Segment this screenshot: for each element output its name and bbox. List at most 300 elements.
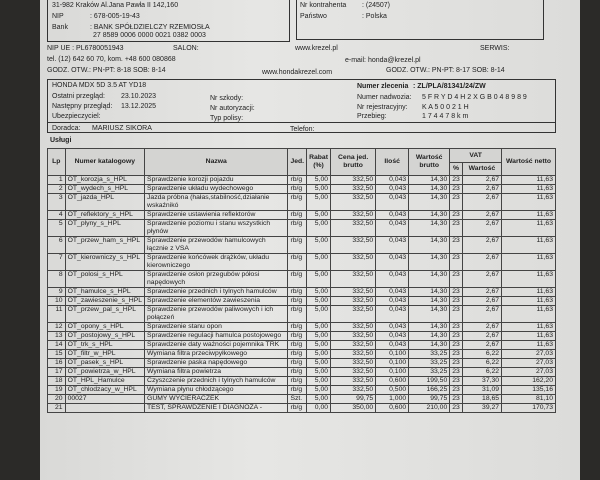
cell-name: Sprawdzenie przewodów hamulcowych łącznie z VSA [145,237,288,254]
cell-vat-percent: 23 [450,237,463,254]
cell-unit-price: 332,50 [331,323,376,332]
cell-unit: rb/g [288,211,307,220]
next-inspection: 13.12.2025 [121,103,157,110]
header-name: Nazwa [145,149,288,176]
cell-quantity: 1,000 [376,395,409,404]
table-row [48,194,556,211]
cell-unit-price: 332,50 [331,211,376,220]
cell-vat-percent: 23 [450,211,463,220]
cell-lp: 15 [48,350,66,359]
cell-name: Sprawdzenie paska napędowego [145,359,288,368]
cell-gross-value: 166,25 [409,386,450,395]
table-row [48,386,556,395]
table-row [48,395,556,404]
mileage-label: Przebieg: [357,113,387,120]
cell-lp: 4 [48,211,66,220]
cell-unit: rb/g [288,185,307,194]
cell-lp: 11 [48,306,66,323]
last-inspection: 23.10.2023 [121,93,157,100]
cell-quantity: 0,043 [376,332,409,341]
cell-gross-value: 14,30 [409,306,450,323]
cell-unit-price: 332,50 [331,350,376,359]
cell-vat-percent: 23 [450,176,463,185]
cell-net-value: 11,63 [502,237,556,254]
cell-lp: 20 [48,395,66,404]
email-link[interactable]: e-mail: honda@krezel.pl [345,57,421,64]
cell-discount: 5,00 [307,254,331,271]
cell-gross-value: 14,30 [409,254,450,271]
cell-net-value: 11,63 [502,254,556,271]
table-row [48,271,556,288]
cell-unit: rb/g [288,271,307,288]
cell-net-value: 162,20 [502,377,556,386]
cell-quantity: 0,600 [376,404,409,413]
cell-name: GUMY WYCIERACZEK [145,395,288,404]
serwis-label: SERWIS: [480,45,510,52]
cell-quantity: 0,500 [376,386,409,395]
cell-gross-value: 14,30 [409,237,450,254]
phone-label: Telefon: [290,126,315,133]
cell-discount: 5,00 [307,377,331,386]
cell-net-value: 11,63 [502,211,556,220]
cell-vat-value: 2,67 [462,194,501,211]
cell-discount: 5,00 [307,368,331,377]
services-title: Usługi [50,137,72,144]
cell-quantity: 0,100 [376,359,409,368]
cell-unit: rb/g [288,350,307,359]
cell-lp: 6 [48,237,66,254]
table-row [48,288,556,297]
cell-gross-value: 14,30 [409,220,450,237]
seller-account: 27 8589 0006 0000 0021 0382 0003 [93,32,206,39]
cell-net-value: 11,63 [502,306,556,323]
cell-lp: 17 [48,368,66,377]
cell-unit: rb/g [288,176,307,185]
cell-quantity: 0,600 [376,377,409,386]
cell-unit-price: 332,50 [331,306,376,323]
seller-bank-label: Bank [52,24,68,31]
cell-gross-value: 14,30 [409,332,450,341]
cell-discount: 5,00 [307,395,331,404]
cell-vat-value: 2,67 [462,237,501,254]
cell-unit-price: 99,75 [331,395,376,404]
order-label: Numer zlecenia [357,83,409,90]
cell-unit-price: 332,50 [331,297,376,306]
header-catalog: Numer katalogowy [65,149,144,176]
cell-unit-price: 332,50 [331,194,376,211]
cell-vat-percent: 23 [450,395,463,404]
table-row [48,377,556,386]
cell-name: Jazda próbna (hałas,stabilność,działanie wskaźnikó [145,194,288,211]
cell-gross-value: 14,30 [409,194,450,211]
cell-gross-value: 33,25 [409,359,450,368]
website-link[interactable]: www.krezel.pl [295,45,338,52]
cell-unit: rb/g [288,323,307,332]
cell-discount: 5,00 [307,341,331,350]
cell-discount: 5,00 [307,297,331,306]
cell-net-value: 11,63 [502,288,556,297]
cell-unit-price: 332,50 [331,271,376,288]
cell-unit: rb/g [288,288,307,297]
cell-net-value: 11,63 [502,297,556,306]
cell-unit: rb/g [288,368,307,377]
cell-vat-value: 2,67 [462,323,501,332]
order-number: : ZL/PLA/81341/24/ZW [413,83,486,90]
cell-quantity: 0,043 [376,194,409,211]
salon-label: SALON: [173,45,199,52]
cell-catalog-number: OT_reflektory_s_HPL [65,211,144,220]
divider [47,122,556,123]
cell-lp: 21 [48,404,66,413]
cell-name: Wymiana filtra przeciwpyłkowego [145,350,288,359]
cell-unit: rb/g [288,297,307,306]
cell-gross-value: 14,30 [409,211,450,220]
contractor-number: : (24507) [362,2,391,9]
cell-quantity: 0,043 [376,211,409,220]
cell-quantity: 0,100 [376,368,409,377]
cell-vat-value: 2,67 [462,220,501,237]
table-row [48,306,556,323]
cell-quantity: 0,043 [376,254,409,271]
policy-label: Typ polisy: [210,115,244,122]
invoice-document [40,0,580,480]
cell-vat-value: 2,67 [462,271,501,288]
seller-nip-label: NIP [52,13,64,20]
seller-nip: : 678-005-19-43 [90,13,140,20]
cell-net-value: 11,63 [502,220,556,237]
cell-lp: 19 [48,386,66,395]
cell-vat-value: 2,67 [462,297,501,306]
cell-lp: 5 [48,220,66,237]
contractor-label: Nr kontrahenta [300,2,347,9]
table-row [48,350,556,359]
cell-vat-percent: 23 [450,323,463,332]
cell-unit-price: 332,50 [331,185,376,194]
cell-catalog-number: OT_postojowy_s_HPL [65,332,144,341]
cell-vat-percent: 23 [450,271,463,288]
cell-discount: 5,00 [307,288,331,297]
cell-lp: 9 [48,288,66,297]
cell-net-value: 11,63 [502,332,556,341]
cell-catalog-number: OT_HPL_Hamulce [65,377,144,386]
cell-unit: rb/g [288,306,307,323]
cell-catalog-number: OT_polosi_s_HPL [65,271,144,288]
cell-unit: rb/g [288,254,307,271]
header-unit: Jed. [288,149,307,176]
cell-vat-percent: 23 [450,297,463,306]
cell-gross-value: 14,30 [409,176,450,185]
cell-discount: 5,00 [307,350,331,359]
cell-catalog-number: OT_plyny_s_HPL [65,220,144,237]
cell-net-value: 11,63 [502,194,556,211]
cell-name: Sprawdzenie przewodów paliwowych i ich połączeń [145,306,288,323]
cell-lp: 13 [48,332,66,341]
cell-quantity: 0,043 [376,237,409,254]
header-discount: Rabat (%) [307,149,331,176]
cell-discount: 5,00 [307,194,331,211]
cell-unit-price: 332,50 [331,368,376,377]
cell-lp: 2 [48,185,66,194]
cell-unit-price: 332,50 [331,359,376,368]
cell-net-value: 81,10 [502,395,556,404]
cell-discount: 5,00 [307,359,331,368]
cell-catalog-number: OT_przew_ham_s_HPL [65,237,144,254]
cell-gross-value: 99,75 [409,395,450,404]
mileage: 1 7 4 4 7 8 k m [422,113,469,120]
cell-vat-percent: 23 [450,404,463,413]
cell-unit-price: 350,00 [331,404,376,413]
header-qty: Ilość [376,149,409,176]
cell-vat-percent: 23 [450,220,463,237]
cell-unit-price: 332,50 [331,332,376,341]
cell-unit: rb/g [288,237,307,254]
table-row [48,297,556,306]
cell-vat-value: 39,27 [462,404,501,413]
cell-vat-value: 2,67 [462,288,501,297]
cell-lp: 16 [48,359,66,368]
cell-catalog-number: OT_opony_s_HPL [65,323,144,332]
cell-gross-value: 33,25 [409,350,450,359]
header-lp: Lp [48,149,66,176]
cell-unit: rb/g [288,194,307,211]
cell-catalog-number: 00027 [65,395,144,404]
cell-vat-percent: 23 [450,350,463,359]
header-vat-value: Wartość [462,163,501,176]
cell-vat-value: 2,67 [462,332,501,341]
cell-discount: 5,00 [307,332,331,341]
cell-vat-percent: 23 [450,185,463,194]
salon-hours: GODZ. OTW.: PN-PT: 8-18 SOB: 8-14 [47,67,166,74]
cell-name: Czyszczenie przednich i tylnych hamulców [145,377,288,386]
cell-vat-value: 2,67 [462,176,501,185]
cell-lp: 7 [48,254,66,271]
cell-gross-value: 199,50 [409,377,450,386]
cell-net-value: 27,03 [502,359,556,368]
cell-unit-price: 332,50 [331,237,376,254]
cell-discount: 5,00 [307,185,331,194]
cell-gross-value: 14,30 [409,341,450,350]
registration-label: Nr rejestracyjny: [357,104,408,111]
cell-net-value: 170,73 [502,404,556,413]
seller-bank: : BANK SPÓŁDZIELCZY RZEMIOSŁA [90,24,210,31]
cell-name: Wymiana filtra powietrza [145,368,288,377]
table-row [48,254,556,271]
last-inspection-label: Ostatni przegląd: [52,93,105,100]
cell-vat-percent: 23 [450,306,463,323]
cell-unit: rb/g [288,220,307,237]
cell-quantity: 0,043 [376,306,409,323]
cell-vat-percent: 23 [450,386,463,395]
cell-lp: 1 [48,176,66,185]
cell-unit-price: 332,50 [331,386,376,395]
cell-vat-percent: 23 [450,341,463,350]
cell-unit: rb/g [288,341,307,350]
cell-name: Sprawdzenie poziomu i stanu wszystkich płynów [145,220,288,237]
cell-vat-value: 2,67 [462,254,501,271]
cell-vat-value: 2,67 [462,306,501,323]
cell-unit-price: 332,50 [331,377,376,386]
country: : Polska [362,13,387,20]
cell-catalog-number: OT_filtr_w_HPL [65,350,144,359]
cell-discount: 5,00 [307,220,331,237]
cell-unit-price: 332,50 [331,341,376,350]
next-inspection-label: Następny przegląd: [52,103,113,110]
cell-vat-percent: 23 [450,254,463,271]
advisor-label: Doradca: [52,125,81,132]
cell-unit: rb/g [288,386,307,395]
cell-net-value: 27,03 [502,368,556,377]
cell-name: Sprawdzenie końcówek drążków, układu kierowniczego [145,254,288,271]
cell-quantity: 0,043 [376,288,409,297]
cell-quantity: 0,043 [376,176,409,185]
cell-vat-percent: 23 [450,332,463,341]
table-row [48,176,556,185]
cell-net-value: 27,03 [502,350,556,359]
header-gross: Wartość brutto [409,149,450,176]
cell-name: TEST, SPRAWDZENIE I DIAGNOZA - [145,404,288,413]
cell-vat-percent: 23 [450,194,463,211]
cell-lp: 10 [48,297,66,306]
service-hours: GODZ. OTW.: PN-PT: 8-17 SOB: 8-14 [386,67,505,74]
table-row [48,404,556,413]
cell-unit-price: 332,50 [331,176,376,185]
cell-vat-value: 6,22 [462,359,501,368]
cell-catalog-number: OT_trk_s_HPL [65,341,144,350]
cell-discount: 0,00 [307,404,331,413]
cell-discount: 5,00 [307,386,331,395]
nip-ue: NIP UE : PL6780051943 [47,45,124,52]
insurer-label: Ubezpieczyciel: [52,113,101,120]
table-row [48,323,556,332]
vin: 5 F R Y D 4 H 2 X G B 0 4 8 9 8 9 [422,94,527,101]
cell-quantity: 0,100 [376,350,409,359]
cell-catalog-number: OT_jazda_HPL [65,194,144,211]
cell-unit: rb/g [288,377,307,386]
cell-gross-value: 14,30 [409,185,450,194]
cell-vat-value: 6,22 [462,350,501,359]
cell-vat-value: 2,67 [462,341,501,350]
cell-vat-value: 6,22 [462,368,501,377]
cell-lp: 3 [48,194,66,211]
cell-catalog-number: OT_zawieszenie_s_HPL [65,297,144,306]
cell-gross-value: 14,30 [409,271,450,288]
cell-vat-value: 2,67 [462,211,501,220]
cell-discount: 5,00 [307,176,331,185]
table-row [48,220,556,237]
cell-quantity: 0,043 [376,297,409,306]
table-row [48,237,556,254]
cell-quantity: 0,043 [376,185,409,194]
cell-vat-percent: 23 [450,359,463,368]
cell-name: Sprawdzenie elementów zawieszenia [145,297,288,306]
cell-catalog-number: OT_powietrza_w_HPL [65,368,144,377]
cell-gross-value: 14,30 [409,297,450,306]
cell-lp: 14 [48,341,66,350]
vehicle-model: HONDA MDX 5D 3.5 AT YD18 [52,82,147,89]
cell-gross-value: 210,00 [409,404,450,413]
registration: K A 5 0 0 2 1 H [422,104,469,111]
website2-link[interactable]: www.hondakrezel.com [262,69,333,76]
cell-discount: 5,00 [307,237,331,254]
cell-catalog-number: OT_chlodzacy_w_HPL [65,386,144,395]
header-vat: VAT [450,149,502,163]
seller-address: 31-982 Kraków Al.Jana Pawła II 142,160 [52,2,179,9]
cell-net-value: 11,63 [502,323,556,332]
header-net: Wartość netto [502,149,556,176]
cell-vat-value: 31,09 [462,386,501,395]
cell-gross-value: 14,30 [409,323,450,332]
cell-quantity: 0,043 [376,271,409,288]
cell-name: Sprawdzenie ustawienia reflektorów [145,211,288,220]
table-row [48,185,556,194]
cell-unit-price: 332,50 [331,220,376,237]
table-row [48,332,556,341]
cell-name: Sprawdzenie stanu opon [145,323,288,332]
cell-net-value: 135,16 [502,386,556,395]
cell-catalog-number: OT_wydech_s_HPL [65,185,144,194]
cell-catalog-number: OT_hamulce_s_HPL [65,288,144,297]
authorization-label: Nr autoryzacji: [210,105,255,112]
cell-discount: 5,00 [307,211,331,220]
cell-lp: 12 [48,323,66,332]
cell-unit-price: 332,50 [331,254,376,271]
phone-info: tel. (12) 642 60 70, kom. +48 600 080868 [47,56,176,63]
table-row [48,211,556,220]
cell-unit: Szt. [288,395,307,404]
header-price: Cena jed. brutto [331,149,376,176]
cell-name: Sprawdzenie przednich i tylnych hamulców [145,288,288,297]
cell-lp: 8 [48,271,66,288]
cell-unit: rb/g [288,404,307,413]
cell-vat-percent: 23 [450,288,463,297]
cell-vat-value: 18,65 [462,395,501,404]
advisor: MARIUSZ SIKORA [92,125,152,132]
cell-name: Sprawdzenie daty ważności pojemnika TRK [145,341,288,350]
cell-vat-percent: 23 [450,368,463,377]
cell-unit-price: 332,50 [331,288,376,297]
cell-quantity: 0,043 [376,220,409,237]
table-row [48,359,556,368]
cell-net-value: 11,63 [502,176,556,185]
cell-catalog-number [65,404,144,413]
cell-discount: 5,00 [307,323,331,332]
cell-catalog-number: OT_przew_pal_s_HPL [65,306,144,323]
table-row [48,368,556,377]
cell-gross-value: 33,25 [409,368,450,377]
cell-gross-value: 14,30 [409,288,450,297]
cell-net-value: 11,63 [502,341,556,350]
cell-catalog-number: OT_kierowniczy_s_HPL [65,254,144,271]
cell-catalog-number: OT_pasek_s_HPL [65,359,144,368]
country-label: Państwo [300,13,327,20]
table-row [48,341,556,350]
cell-catalog-number: OT_korozja_s_HPL [65,176,144,185]
cell-name: Sprawdzenie korozji pojazdu [145,176,288,185]
services-table [47,148,556,413]
cell-discount: 5,00 [307,306,331,323]
cell-name: Sprawdzenie regulacji hamulca postojowego [145,332,288,341]
cell-quantity: 0,043 [376,323,409,332]
cell-discount: 5,00 [307,271,331,288]
cell-unit: rb/g [288,359,307,368]
cell-net-value: 11,63 [502,185,556,194]
cell-vat-percent: 23 [450,377,463,386]
cell-unit: rb/g [288,332,307,341]
cell-lp: 18 [48,377,66,386]
cell-name: Sprawdzenie układu wydechowego [145,185,288,194]
cell-name: Sprawdzenie osłon przegubów półosi napędowych [145,271,288,288]
cell-vat-value: 37,30 [462,377,501,386]
